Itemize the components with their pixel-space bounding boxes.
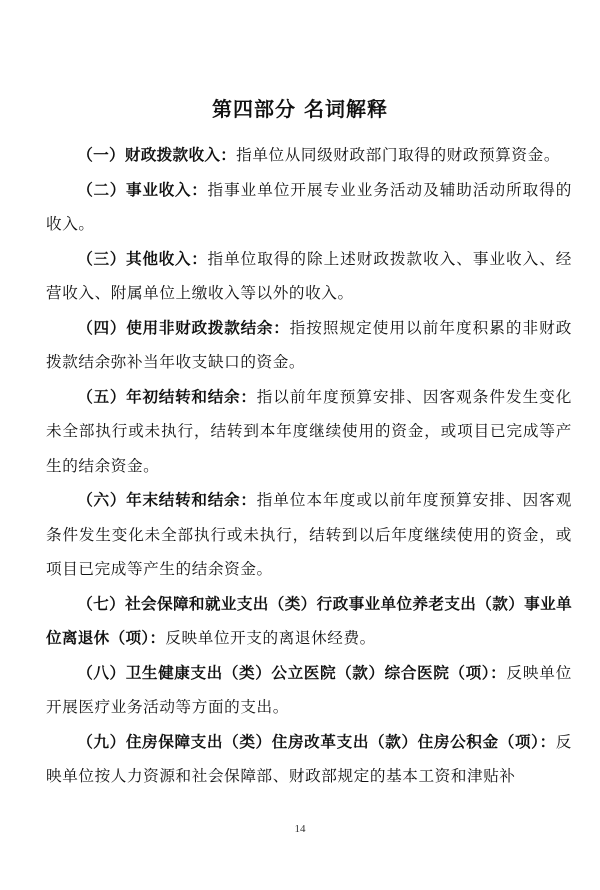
glossary-definition: 反映单位开支的离退休经费。 <box>165 629 376 647</box>
glossary-entry-8 <box>46 656 572 725</box>
glossary-entry-3 <box>46 242 572 311</box>
glossary-term: （五）年初结转和结余： <box>77 387 257 406</box>
glossary-term: （一）财政拨款收入： <box>77 146 237 164</box>
glossary-definition: 指单位取得的除上述财政拨款收入、事业收入、经营收入、附属单位上缴收入等以外的收入。 <box>46 249 572 302</box>
glossary-term: （七）社会保障和就业支出（类）行政事业单位养老支出（款）事业单位离退休（项）： <box>46 594 572 647</box>
glossary-term: （九）住房保障支出（类）住房改革支出（款）住房公积金（项）： <box>77 732 556 751</box>
glossary-definition: 指按照规定使用以前年度积累的非财政拨款结余弥补当年收支缺口的资金。 <box>46 318 572 371</box>
glossary-entry-2 <box>46 173 572 242</box>
page-title: 第四部分 名词解释 <box>212 97 388 121</box>
glossary-definition: 指单位从同级财政部门取得的财政预算资金。 <box>236 146 561 164</box>
glossary-term: （八）卫生健康支出（类）公立医院（款）综合医院（项）： <box>77 663 507 682</box>
glossary-entry-1 <box>46 138 572 173</box>
glossary-entry-5 <box>46 380 572 484</box>
glossary-definition: 反映单位开展医疗业务活动等方面的支出。 <box>46 663 572 716</box>
glossary-entry-9 <box>46 725 572 794</box>
glossary-term: （三）其他收入： <box>77 249 208 268</box>
glossary-definition: 指事业单位开展专业业务活动及辅助活动所取得的收入。 <box>46 180 572 233</box>
glossary-entry-4 <box>46 311 572 380</box>
page-number: 14 <box>294 823 306 835</box>
glossary-entry-7 <box>46 587 572 656</box>
glossary-term: （四）使用非财政拨款结余： <box>77 318 290 337</box>
glossary-definition: 反映单位按人力资源和社会保障部、财政部规定的基本工资和津贴补 <box>46 732 572 785</box>
glossary-definition: 指单位本年度或以前年度预算安排、因客观条件发生变化未全部执行或未执行，结转到以后年度继续使用的资金，或项目已完成等产生的结余资金。 <box>46 491 572 578</box>
glossary-list <box>46 138 572 794</box>
glossary-term: （二）事业收入： <box>77 180 208 199</box>
glossary-entry-6 <box>46 483 572 587</box>
glossary-term: （六）年末结转和结余： <box>77 491 257 509</box>
glossary-definition: 指以前年度预算安排、因客观条件发生变化未全部执行或未执行，结转到本年度继续使用的资金，或项目已完成等产生的结余资金。 <box>46 387 572 475</box>
